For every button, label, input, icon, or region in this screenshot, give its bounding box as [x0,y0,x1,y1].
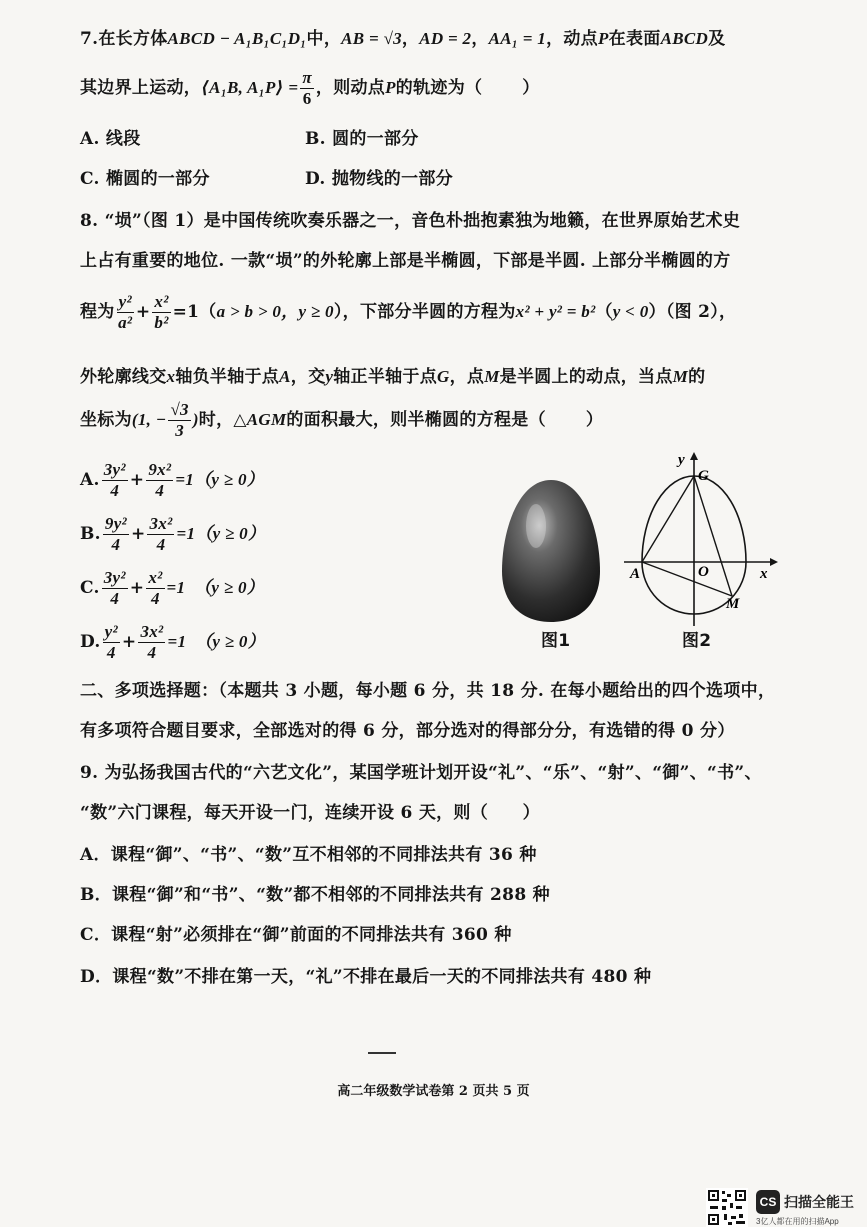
q8-math: M [672,367,689,386]
option-tail: =1（y ≥ 0） [175,470,265,489]
frac-numerator: √3 [170,400,189,419]
q8-math: a > b > 0，y ≥ 0 [216,302,334,321]
label-M: M [726,596,740,612]
opt-frac [146,460,173,501]
q8-line2: 上占有重要的地位. 一款“埙”的外轮廓上部是半椭圆，下部是半圆. 上部分半椭圆的方 [80,251,731,271]
q7-text: ， [471,29,489,49]
q7-text: ， [401,29,420,49]
camscanner-tagline: 3亿人都在用的扫描App [756,1217,839,1226]
segment-AM [642,562,732,596]
q7-math: ABCD [660,29,709,48]
q8-text: ，点 [449,367,485,387]
q8-math: y < 0 [612,302,649,321]
q7-text: 其边界上运动， [80,78,202,98]
figure2-caption: 图2 [682,631,712,651]
frac-numerator: y² [104,622,118,641]
q7-math: P [597,29,609,48]
qr-code-icon [706,1188,748,1227]
label-y: y [678,452,685,468]
option-label: C. [80,578,100,598]
q7-math: P [385,78,396,97]
q7-text: ） [522,78,540,98]
q8-opt-c: C. $\frac{\text{3y²}}{4}$ + $\frac{\text{x²}}{4}$ =1 （y ≥ 0） [80,568,265,608]
frac-denominator: 4 [147,643,157,662]
frac-denominator: 6 [302,89,312,108]
frac-numerator: 3x² [140,622,164,641]
frac-denominator: 4 [155,481,165,500]
q8-line3: 程为 $\frac{\text{y²}}{\text{a²}}$ + $\frac{\text{x²}}{\text{b²}}$ =1（a > b > 0，y ≥ 0），下部分半圆的方程为x² + y² = b²（y < 0）（图 2）， [80,292,737,332]
q9-line1: 9. 为弘扬我国古代的“六艺文化”，某国学班计划开设“礼”、“乐”、“射”、“御”、“书”、 [80,763,762,783]
option-tail: =1 （y ≥ 0） [166,578,265,597]
option-label: B. [80,524,101,544]
x-axis-arrow-icon [770,558,778,566]
q9-opt-a: A．课程“御”、“书”、“数”互不相邻的不同排法共有 36 种 [80,845,537,865]
option-tail: =1（y ≥ 0） [176,524,266,543]
q8-text: （ [595,302,613,322]
q7-math: AA₁ = 1 [488,29,547,48]
q8-math: △AGM [233,410,287,429]
q8-text: 坐标为 [80,410,132,430]
q8-opt-d: D. $\frac{\text{y²}}{4}$ + $\frac{\text{3x²}}{4}$ =1 （y ≥ 0） [80,622,266,662]
q8-text: 程为 [80,302,115,322]
frac-denominator: 4 [151,589,160,608]
label-O: O [698,564,709,580]
page-footer: 高二年级数学试卷第 2 页共 5 页 [337,1084,530,1099]
opt-frac [138,622,165,663]
q7-text: 7.在长方体 [80,29,168,49]
q8-text: =1（ [172,302,217,322]
frac-numerator: 3y² [103,460,126,479]
q7-opt-c: C. 椭圆的一部分 [80,169,210,189]
q8-math: (1, − [131,410,167,429]
frac-denominator: 4 [111,535,121,554]
q7-text: ，则动点 [315,78,386,98]
q8-math: x² + y² = b² [515,302,596,321]
frac-numerator: x² [148,568,163,587]
frac-denominator: 4 [110,481,120,500]
divider [368,1052,396,1054]
q9-opt-c: C．课程“射”必须排在“御”前面的不同排法共有 360 种 [80,925,512,945]
q8-math: M [484,367,500,386]
camscanner-logo-icon: CS [756,1190,780,1214]
q8-math: G [437,367,450,386]
label-G: G [698,468,709,484]
camscanner-name: 扫描全能王 [784,1194,854,1210]
q8-line4 [80,362,705,387]
option-tail: =1 （y ≥ 0） [167,632,266,651]
q8-text: 轴正半轴于点 [333,367,438,387]
q8-math: y [325,367,334,386]
q8-frac-y [117,292,134,333]
q8-text: 时， [198,410,234,430]
frac-numerator: 3x² [149,514,173,533]
opt-frac [103,514,129,555]
q8-math: x [166,367,176,386]
frac-denominator: 4 [106,643,116,662]
q8-math: A [279,367,291,386]
figure1-xun-image [496,476,606,626]
opt-frac [146,568,164,609]
frac-denominator: 4 [156,535,166,554]
option-label: A. [80,470,100,490]
opt-frac [103,622,120,663]
frac-numerator: 9x² [148,460,172,479]
figure2-diagram [620,450,780,630]
q7-text: 在表面 [608,29,661,49]
q7-text: ，动点 [546,29,598,49]
q7-opt-b: B. 圆的一部分 [305,129,419,149]
q7-angle: ⟨A₁B, A₁P⟩ = [201,78,299,97]
frac-numerator: y² [118,292,132,311]
q7-line2 [80,68,540,109]
opt-frac [102,568,128,609]
q8-text: ，交 [290,367,326,387]
q7-math: ABCD − A₁B₁C₁D₁ [167,29,307,48]
q8-line1: 8. “埙”（图 1）是中国传统吹奏乐器之一，音色朴拙抱素独为地籁，在世界原始艺术史 [80,211,741,231]
q9-opt-d: D．课程“数”不排在第一天，“礼”不排在最后一天的不同排法共有 480 种 [80,967,652,987]
label-x: x [760,566,768,582]
q8-opt-b: B. $\frac{\text{9y²}}{4}$ + $\frac{\text{3x²}}{4}$ =1（y ≥ 0） [80,514,266,554]
segment-AG [642,476,694,562]
opt-frac [147,514,174,555]
frac-denominator: 3 [175,421,184,440]
opt-frac [102,460,128,501]
frac-denominator: a² [118,313,133,332]
q8-text: 的面积最大，则半椭圆的方程是（ [286,410,546,430]
q8-text: 轴负半轴于点 [175,367,280,387]
q8-math: ) [192,410,199,429]
q8-line5 [80,400,603,441]
q8-text: 的 [688,367,706,387]
frac-numerator: x² [154,292,169,311]
q7-line1 [80,24,725,49]
q7-text: 及 [708,29,726,49]
frac-denominator: 4 [110,589,120,608]
q8-text: 外轮廓线交 [80,367,167,387]
label-A: A [630,566,641,582]
q8-frac-x [152,292,170,333]
section2-line2: 有多项符合题目要求，全部选对的得 6 分，部分选对的得部分分，有选错的得 0 分） [80,721,735,741]
figure1-caption: 图1 [541,631,571,651]
q8-text: ）（图 2）， [648,302,737,322]
frac-numerator: 3y² [103,568,126,587]
q8-text: ），下部分半圆的方程为 [333,302,516,322]
q8-opt-a: A. $\frac{\text{3y²}}{4}$ + $\frac{\text{9x²}}{4}$ =1（y ≥ 0） [80,460,265,500]
q9-line2: “数”六门课程，每天开设一门，连续开设 6 天，则（ ） [80,803,540,823]
q7-opt-d: D. 抛物线的一部分 [305,169,453,189]
frac-numerator: π [302,68,312,87]
q8-frac-sqrt3 [168,400,190,441]
q9-opt-b: B．课程“御”和“书”、“数”都不相邻的不同排法共有 288 种 [80,885,550,905]
q7-frac [300,68,314,109]
q8-text: ） [585,410,604,430]
q7-text: 的轨迹为（ [395,78,483,98]
q8-text: 是半圆上的动点，当点 [499,367,673,387]
q7-math: AD = 2 [419,29,472,48]
y-axis-arrow-icon [690,452,698,460]
q7-opt-a: A. 线段 [80,129,141,149]
q7-text: 中， [306,29,342,49]
frac-denominator: b² [154,313,169,332]
option-label: D. [80,632,101,652]
q7-math: AB = √3 [341,29,402,48]
frac-numerator: 9y² [104,514,127,533]
section2-line1: 二、多项选择题：（本题共 3 小题，每小题 6 分，共 18 分. 在每小题给出的四个选项中， [80,681,776,701]
